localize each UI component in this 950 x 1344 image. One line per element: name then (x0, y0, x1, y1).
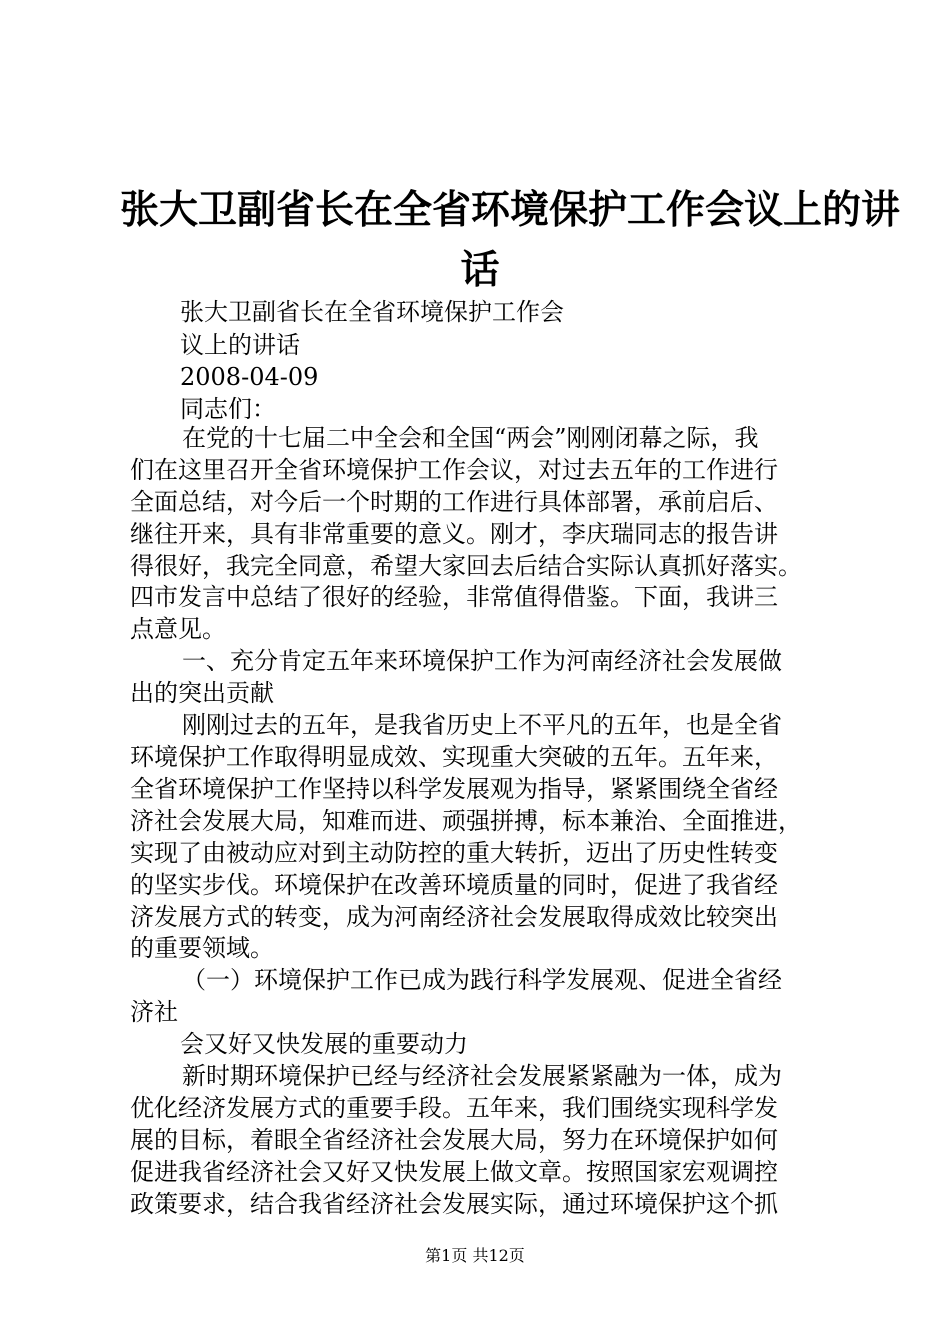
subsection-heading-line: 济社 (130, 998, 178, 1026)
body-text-line: 优化经济发展方式的重要手段。五年来，我们围绕实现科学发 (130, 1094, 778, 1122)
section-heading-line: 一、充分肯定五年来环境保护工作为河南经济社会发展做 (182, 647, 782, 675)
subtitle-line: 张大卫副省长在全省环境保护工作会 (180, 298, 564, 326)
date-line: 2008-04-09 (180, 363, 319, 391)
body-text-line: 点意见。 (130, 615, 226, 643)
body-text-line: 展的目标，着眼全省经济社会发展大局，努力在环境保护如何 (130, 1126, 778, 1154)
salutation: 同志们： (180, 395, 276, 423)
body-text-line: 们在这里召开全省环境保护工作会议，对过去五年的工作进行 (130, 456, 778, 484)
body-text-line: 四市发言中总结了很好的经验，非常值得借鉴。下面，我讲三 (130, 583, 778, 611)
document-title-line-1: 张大卫副省长在全省环境保护工作会议上的讲 (120, 187, 901, 233)
body-text-line: 政策要求，结合我省经济社会发展实际，通过环境保护这个抓 (130, 1190, 778, 1218)
body-text-line: 继往开来，具有非常重要的意义。刚才，李庆瑞同志的报告讲 (130, 520, 778, 548)
body-text-line: 全面总结，对今后一个时期的工作进行具体部署，承前启后、 (130, 488, 778, 516)
body-text-line: 济社会发展大局，知难而进、顽强拼搏，标本兼治、全面推进， (130, 807, 802, 835)
body-text-line: 的坚实步伐。环境保护在改善环境质量的同时，促进了我省经 (130, 871, 778, 899)
body-text-line: 在党的十七届二中全会和全国“两会”刚刚闭幕之际，我 (182, 424, 759, 452)
subsection-heading-line: 会又好又快发展的重要动力 (180, 1030, 468, 1058)
section-heading-line: 出的突出贡献 (130, 679, 274, 707)
body-text-line: 全省环境保护工作坚持以科学发展观为指导，紧紧围绕全省经 (130, 775, 778, 803)
body-text-line: 刚刚过去的五年，是我省历史上不平凡的五年，也是全省 (182, 711, 782, 739)
body-text-line: 的重要领域。 (130, 934, 274, 962)
body-text-line: 济发展方式的转变，成为河南经济社会发展取得成效比较突出 (130, 903, 778, 931)
body-text-line: 得很好，我完全同意，希望大家回去后结合实际认真抓好落实。 (130, 552, 802, 580)
body-text-line: 新时期环境保护已经与经济社会发展紧紧融为一体，成为 (182, 1062, 782, 1090)
body-text-line: 实现了由被动应对到主动防控的重大转折，迈出了历史性转变 (130, 839, 778, 867)
page-number-footer: 第1页 共12页 (425, 1246, 525, 1265)
body-text-line: 促进我省经济社会又好又快发展上做文章。按照国家宏观调控 (130, 1158, 778, 1186)
subsection-heading-line: （一）环境保护工作已成为践行科学发展观、促进全省经 (182, 966, 782, 994)
body-text-line: 环境保护工作取得明显成效、实现重大突破的五年。五年来， (130, 743, 778, 771)
subtitle-line: 议上的讲话 (180, 331, 300, 359)
document-title-line-2: 话 (460, 247, 500, 293)
